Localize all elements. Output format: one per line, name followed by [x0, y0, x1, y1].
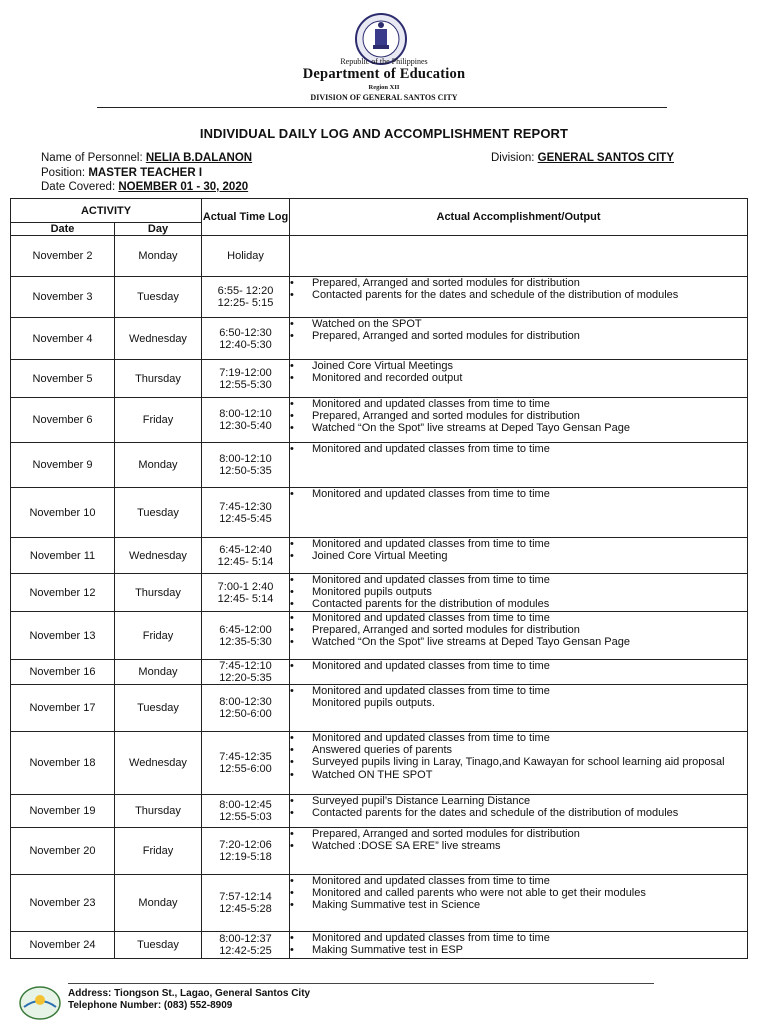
row-date: November 17 — [11, 685, 115, 732]
time-entry: 7:00-1 2:40 — [217, 580, 274, 593]
output-item: • Monitored and updated classes from time to time — [290, 660, 747, 672]
output-list — [290, 360, 747, 384]
output-item: • Monitored and updated classes from time to time — [290, 538, 747, 550]
output-item: • Prepared, Arranged and sorted modules for distribution — [290, 410, 747, 422]
row-output — [290, 612, 748, 660]
row-day: Monday — [115, 660, 202, 685]
output-item: • Contacted parents for the dates and schedule of the distribution of modules — [290, 807, 747, 819]
output-list — [290, 732, 747, 781]
footer-divider — [68, 983, 654, 984]
time-entry: 12:45-5:28 — [219, 903, 272, 915]
row-output — [290, 236, 748, 277]
log-row — [11, 875, 748, 932]
output-list — [290, 488, 747, 500]
row-output — [290, 488, 748, 538]
log-row — [11, 795, 748, 828]
output-list — [290, 277, 747, 301]
time-entry: 7:45-12:10 — [219, 660, 272, 672]
row-time-log — [202, 574, 290, 612]
footer-telephone: Telephone Number: (083) 552-8909 — [68, 1000, 233, 1011]
time-log-header: Actual Time Log — [202, 199, 290, 236]
output-item: • Monitored and updated classes from time to time — [290, 574, 747, 586]
row-date: November 5 — [11, 360, 115, 398]
division-row — [491, 152, 674, 164]
output-list — [290, 828, 747, 852]
output-list — [290, 574, 747, 611]
output-list — [290, 538, 747, 562]
row-day: Monday — [115, 236, 202, 277]
row-day: Thursday — [115, 360, 202, 398]
row-day: Tuesday — [115, 277, 202, 318]
date-header: Date — [11, 223, 115, 236]
division-logo-icon — [18, 985, 62, 1021]
time-entry: 8:00-12:30 — [219, 696, 272, 708]
output-item: • Watched ON THE SPOT — [290, 769, 747, 781]
position-label: Position: — [41, 167, 86, 179]
log-row — [11, 443, 748, 488]
output-item: • Monitored and called parents who were not able to get their modules — [290, 887, 747, 899]
row-output — [290, 318, 748, 360]
row-day: Tuesday — [115, 488, 202, 538]
log-row — [11, 538, 748, 574]
row-date: November 2 — [11, 236, 115, 277]
time-entry: 12:25- 5:15 — [217, 297, 274, 309]
row-day: Wednesday — [115, 538, 202, 574]
output-item: • Surveyed pupils living in Laray, Tinago,and Kawayan for school learning aid proposal — [290, 756, 747, 768]
personnel-name-label: Name of Personnel: — [41, 152, 143, 164]
row-time-log — [202, 828, 290, 875]
log-row — [11, 236, 748, 277]
time-entry: 12:35-5:30 — [219, 635, 272, 648]
row-output — [290, 277, 748, 318]
row-day: Tuesday — [115, 685, 202, 732]
row-day: Thursday — [115, 574, 202, 612]
time-entry: 7:45-12:35 — [219, 751, 272, 763]
row-time-log — [202, 795, 290, 828]
output-item: • Monitored and updated classes from time to time — [290, 732, 747, 744]
region-line: Region XII — [368, 84, 400, 91]
row-day: Friday — [115, 828, 202, 875]
output-item: • Surveyed pupil’s Distance Learning Distance — [290, 795, 747, 807]
row-time-log — [202, 443, 290, 488]
time-entry: 8:00-12:37 — [219, 933, 272, 945]
time-entry: 12:45- 5:14 — [217, 592, 274, 605]
time-entry: 12:50-5:35 — [219, 465, 272, 477]
row-time-log — [202, 685, 290, 732]
row-time-log — [202, 660, 290, 685]
row-output — [290, 360, 748, 398]
time-entry: 7:20-12:06 — [219, 839, 272, 851]
output-item: • Watched on the SPOT — [290, 318, 747, 330]
row-time-log — [202, 318, 290, 360]
time-entry: 12:30-5:40 — [219, 420, 272, 432]
row-day: Monday — [115, 875, 202, 932]
row-day: Friday — [115, 398, 202, 443]
row-date: November 10 — [11, 488, 115, 538]
row-time-log — [202, 875, 290, 932]
output-item: • Monitored and updated classes from time to time — [290, 488, 747, 500]
time-entry: 6:45-12:40 — [219, 543, 272, 556]
output-item: • Contacted parents for the distribution of modules — [290, 598, 747, 610]
row-date: November 12 — [11, 574, 115, 612]
time-entry: 7:57-12:14 — [219, 891, 272, 903]
row-day: Monday — [115, 443, 202, 488]
time-entry: 12:19-5:18 — [219, 851, 272, 863]
time-entry: 12:50-6:00 — [219, 708, 272, 720]
output-item: • Monitored and updated classes from time to time — [290, 875, 747, 887]
log-row — [11, 932, 748, 959]
position-row — [41, 167, 202, 179]
division-line: DIVISION OF GENERAL SANTOS CITY — [310, 93, 458, 102]
output-item: • Monitored and updated classes from time to time — [290, 685, 747, 697]
republic-line: Republic of the Philippines — [340, 57, 428, 66]
row-date: November 16 — [11, 660, 115, 685]
date-covered-value: NOEMBER 01 - 30, 2020 — [118, 181, 249, 193]
output-item: • Watched :DOSE SA ERE” live streams — [290, 840, 747, 852]
output-item: • Joined Core Virtual Meeting — [290, 550, 747, 562]
row-date: November 4 — [11, 318, 115, 360]
log-row — [11, 828, 748, 875]
row-day: Friday — [115, 612, 202, 660]
row-time-log — [202, 277, 290, 318]
output-item: • Monitored pupils outputs — [290, 586, 747, 598]
output-item: • Making Summative test in Science — [290, 899, 747, 911]
activity-header: ACTIVITY — [11, 199, 202, 223]
log-row — [11, 685, 748, 732]
department-title: Department of Education — [302, 66, 466, 82]
output-list — [290, 318, 747, 342]
log-row — [11, 398, 748, 443]
row-day: Wednesday — [115, 732, 202, 795]
row-time-log — [202, 732, 290, 795]
time-entry: 6:45-12:00 — [219, 623, 272, 636]
output-header: Actual Accomplishment/Output — [290, 199, 748, 236]
row-output — [290, 574, 748, 612]
output-list — [290, 795, 747, 819]
log-row — [11, 574, 748, 612]
output-item: • Prepared, Arranged and sorted modules for distribution — [290, 330, 747, 342]
row-output — [290, 875, 748, 932]
output-item: • Contacted parents for the dates and schedule of the distribution of modules — [290, 289, 747, 301]
row-output — [290, 660, 748, 685]
row-date: November 19 — [11, 795, 115, 828]
output-item: • Prepared, Arranged and sorted modules for distribution — [290, 828, 747, 840]
time-entry: 6:55- 12:20 — [217, 285, 274, 297]
division-value: GENERAL SANTOS CITY — [537, 152, 674, 164]
time-entry: 6:50-12:30 — [219, 326, 272, 339]
time-entry: 8:00-12:10 — [219, 408, 272, 420]
time-entry: 12:42-5:25 — [219, 945, 272, 957]
row-output — [290, 685, 748, 732]
day-header: Day — [115, 223, 202, 236]
row-date: November 18 — [11, 732, 115, 795]
time-entry: 7:45-12:30 — [219, 500, 272, 513]
log-table-body — [11, 236, 748, 959]
output-item: • Watched “On the Spot” live streams at Deped Tayo Gensan Page — [290, 636, 747, 648]
output-item: • Making Summative test in ESP — [290, 944, 747, 956]
row-output — [290, 732, 748, 795]
output-item: • Monitored and recorded output — [290, 372, 747, 384]
report-title: INDIVIDUAL DAILY LOG AND ACCOMPLISHMENT REPORT — [199, 126, 569, 141]
row-time-log — [202, 398, 290, 443]
time-entry: 12:20-5:35 — [219, 672, 272, 684]
row-date: November 24 — [11, 932, 115, 959]
log-row — [11, 277, 748, 318]
log-row — [11, 732, 748, 795]
time-entry: 8:00-12:10 — [219, 453, 272, 465]
row-date: November 20 — [11, 828, 115, 875]
log-row — [11, 488, 748, 538]
row-output — [290, 443, 748, 488]
row-output — [290, 795, 748, 828]
row-date: November 3 — [11, 277, 115, 318]
time-entry: 12:55-5:03 — [219, 811, 272, 823]
output-item: • Joined Core Virtual Meetings — [290, 360, 747, 372]
header-divider — [97, 107, 667, 108]
footer-address: Address: Tiongson St., Lagao, General Santos City — [68, 988, 311, 999]
row-time-log — [202, 612, 290, 660]
row-output — [290, 398, 748, 443]
row-date: November 9 — [11, 443, 115, 488]
time-entry: 12:45- 5:14 — [217, 555, 274, 568]
output-list — [290, 932, 747, 956]
output-item: • Answered queries of parents — [290, 744, 747, 756]
time-entry: 7:19-12:00 — [219, 366, 272, 379]
time-entry: 12:40-5:30 — [219, 338, 272, 351]
output-item: • Prepared, Arranged and sorted modules for distribution — [290, 277, 747, 289]
output-item: • Watched “On the Spot” live streams at Deped Tayo Gensan Page — [290, 422, 747, 434]
log-row — [11, 360, 748, 398]
row-output — [290, 932, 748, 959]
row-time-log — [202, 236, 290, 277]
time-entry: 8:00-12:45 — [219, 799, 272, 811]
personnel-name-row — [41, 152, 252, 164]
output-item: • Monitored and updated classes from time to time — [290, 932, 747, 944]
position-value: MASTER TEACHER I — [88, 167, 203, 179]
output-list — [290, 612, 747, 649]
output-list — [290, 875, 747, 912]
row-day: Tuesday — [115, 932, 202, 959]
output-item: • Monitored and updated classes from time to time — [290, 443, 747, 455]
row-time-log — [202, 932, 290, 959]
output-item: • Monitored and updated classes from time to time — [290, 398, 747, 410]
log-row — [11, 660, 748, 685]
output-item: • Prepared, Arranged and sorted modules for distribution — [290, 624, 747, 636]
time-entry: 12:55-5:30 — [219, 378, 272, 391]
time-entry: 12:45-5:45 — [219, 512, 272, 525]
row-date: November 23 — [11, 875, 115, 932]
row-output — [290, 828, 748, 875]
log-table — [10, 198, 748, 959]
output-list — [290, 443, 747, 455]
row-day: Wednesday — [115, 318, 202, 360]
log-row — [11, 318, 748, 360]
row-time-log — [202, 538, 290, 574]
log-row — [11, 612, 748, 660]
row-output — [290, 538, 748, 574]
personnel-name-value: NELIA B.DALANON — [145, 152, 253, 164]
row-date: November 13 — [11, 612, 115, 660]
date-covered-label: Date Covered: — [41, 181, 116, 193]
output-list — [290, 398, 747, 435]
row-time-log — [202, 360, 290, 398]
row-day: Thursday — [115, 795, 202, 828]
division-label: Division: — [491, 152, 535, 164]
time-entry: Holiday — [227, 250, 264, 262]
output-list — [290, 660, 747, 672]
row-date: November 6 — [11, 398, 115, 443]
row-time-log — [202, 488, 290, 538]
output-list — [290, 685, 747, 709]
output-item: Monitored pupils outputs. — [312, 697, 435, 710]
time-entry: 12:55-6:00 — [219, 763, 272, 775]
output-item: • Monitored and updated classes from time to time — [290, 612, 747, 624]
row-date: November 11 — [11, 538, 115, 574]
date-covered-row — [41, 181, 248, 193]
